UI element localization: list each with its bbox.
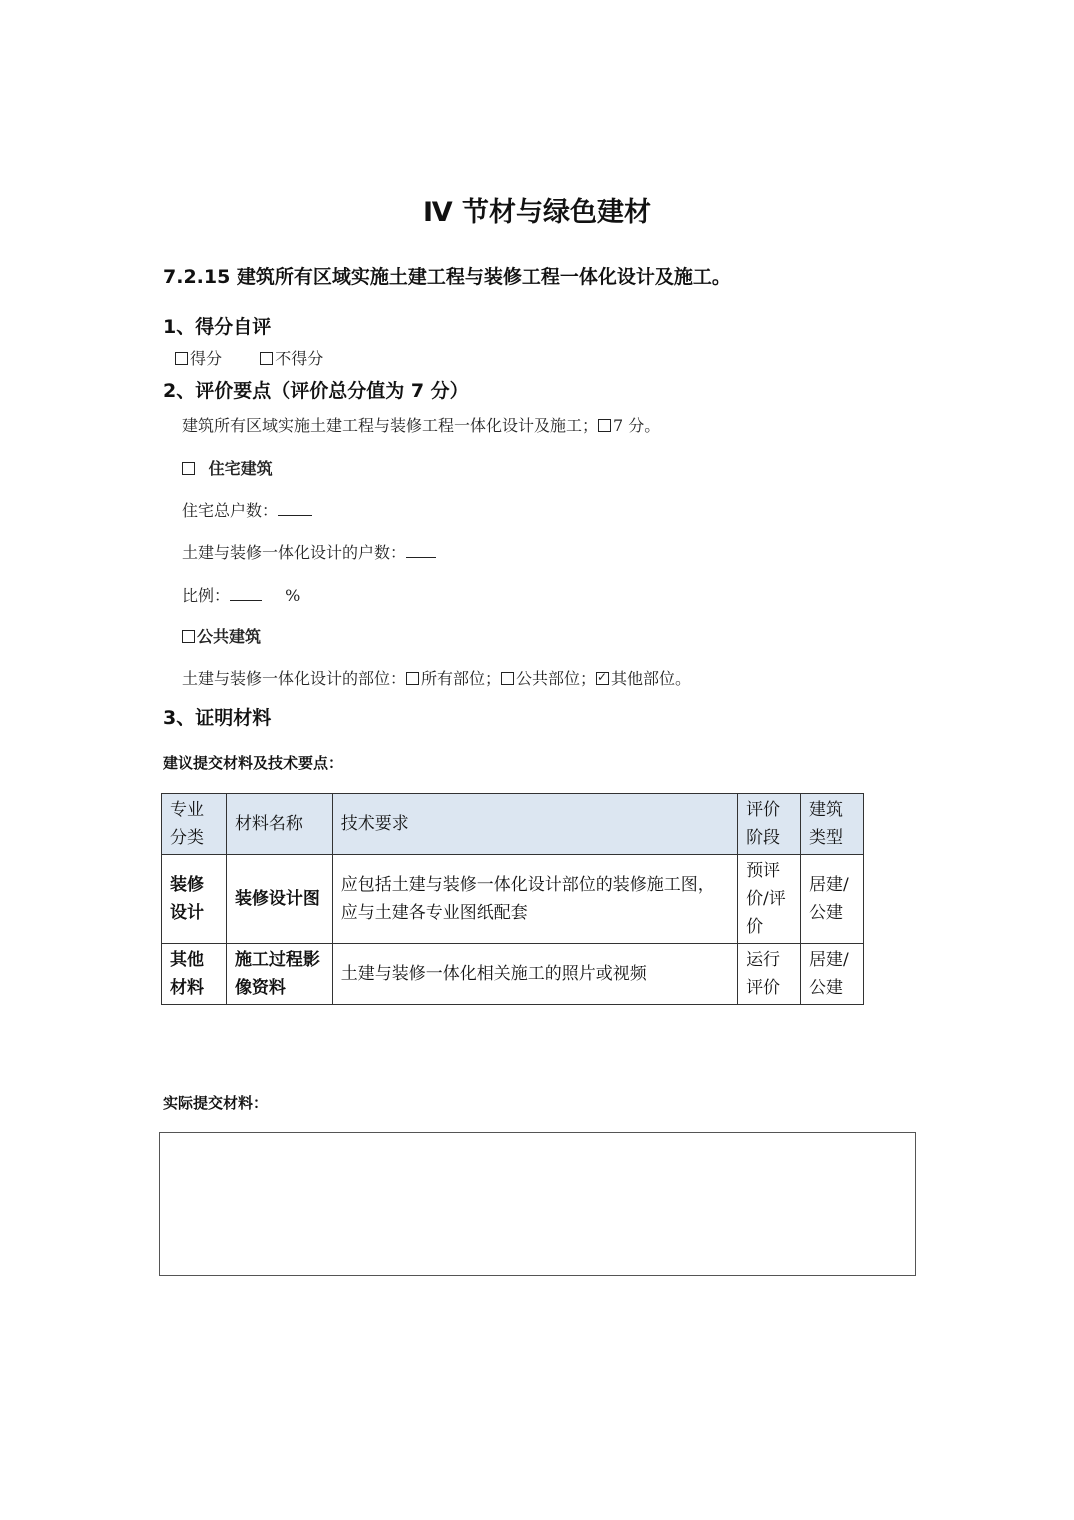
section-evidence-heading: 3、证明材料 xyxy=(163,707,272,729)
cell-category: 装修设计 xyxy=(162,855,227,944)
cell-material: 施工过程影像资料 xyxy=(226,944,332,1005)
residential-label: 住宅建筑 xyxy=(208,459,273,478)
ratio-label: 比例： xyxy=(182,586,231,605)
public-parts-line xyxy=(182,666,691,689)
ratio-unit: % xyxy=(285,586,301,605)
seven-points-label: 7 分。 xyxy=(613,416,661,435)
part-public-checkbox[interactable] xyxy=(501,672,514,685)
public-checkbox[interactable] xyxy=(182,630,195,643)
evaluation-line xyxy=(182,413,660,436)
cell-building-type: 居建/公建 xyxy=(801,855,864,944)
total-households-label: 住宅总户数： xyxy=(182,501,279,520)
integrated-households-line xyxy=(182,540,436,563)
cell-requirement: 应包括土建与装修一体化设计部位的装修施工图，应与土建各专业图纸配套 xyxy=(332,855,737,944)
header-requirement: 技术要求 xyxy=(332,794,737,855)
header-stage: 评价阶段 xyxy=(738,794,801,855)
no-score-label: 不得分 xyxy=(275,349,324,368)
total-households-field[interactable] xyxy=(278,515,312,516)
part-all-label: 所有部位； xyxy=(421,669,502,688)
materials-table xyxy=(161,793,864,1005)
no-score-checkbox[interactable] xyxy=(260,352,273,365)
score-checkbox[interactable] xyxy=(175,352,188,365)
header-material: 材料名称 xyxy=(226,794,332,855)
part-all-checkbox[interactable] xyxy=(406,672,419,685)
cell-requirement: 土建与装修一体化相关施工的照片或视频 xyxy=(332,944,737,1005)
header-building-type: 建筑类型 xyxy=(801,794,864,855)
cell-category: 其他材料 xyxy=(162,944,227,1005)
score-label: 得分 xyxy=(190,349,223,368)
public-parts-label: 土建与装修一体化设计的部位： xyxy=(182,669,407,688)
residential-checkbox[interactable] xyxy=(182,462,195,475)
table-header-row xyxy=(162,794,864,855)
part-public-label: 公共部位； xyxy=(516,669,597,688)
residential-option xyxy=(182,456,273,479)
clause-heading: 7.2.15 建筑所有区域实施土建工程与装修工程一体化设计及施工。 xyxy=(163,266,731,288)
public-option xyxy=(182,624,261,647)
evaluation-text: 建筑所有区域实施土建工程与装修工程一体化设计及施工； xyxy=(182,416,599,435)
cell-building-type: 居建/公建 xyxy=(801,944,864,1005)
cell-stage: 预评价/评价 xyxy=(738,855,801,944)
section-evaluation-heading: 2、评价要点（评价总分值为 7 分） xyxy=(163,380,469,402)
ratio-line xyxy=(182,583,300,606)
part-other-checkbox[interactable] xyxy=(596,672,609,685)
integrated-households-field[interactable] xyxy=(406,557,436,558)
section-self-score-heading: 1、得分自评 xyxy=(163,316,272,338)
suggested-materials-label: 建议提交材料及技术要点： xyxy=(163,754,344,772)
cell-material: 装修设计图 xyxy=(226,855,332,944)
integrated-households-label: 土建与装修一体化设计的户数： xyxy=(182,543,407,562)
actual-materials-label: 实际提交材料： xyxy=(163,1094,269,1112)
part-other-label: 其他部位。 xyxy=(611,669,692,688)
cell-stage: 运行评价 xyxy=(738,944,801,1005)
page-title: Ⅳ 节材与绿色建材 xyxy=(422,197,652,228)
seven-points-checkbox[interactable] xyxy=(598,419,611,432)
public-label: 公共建筑 xyxy=(197,627,262,646)
actual-materials-box[interactable] xyxy=(159,1132,916,1276)
table-row xyxy=(162,944,864,1005)
table-row xyxy=(162,855,864,944)
header-category: 专业分类 xyxy=(162,794,227,855)
ratio-field[interactable] xyxy=(230,600,262,601)
self-score-options xyxy=(175,346,323,369)
total-households-line xyxy=(182,498,312,521)
